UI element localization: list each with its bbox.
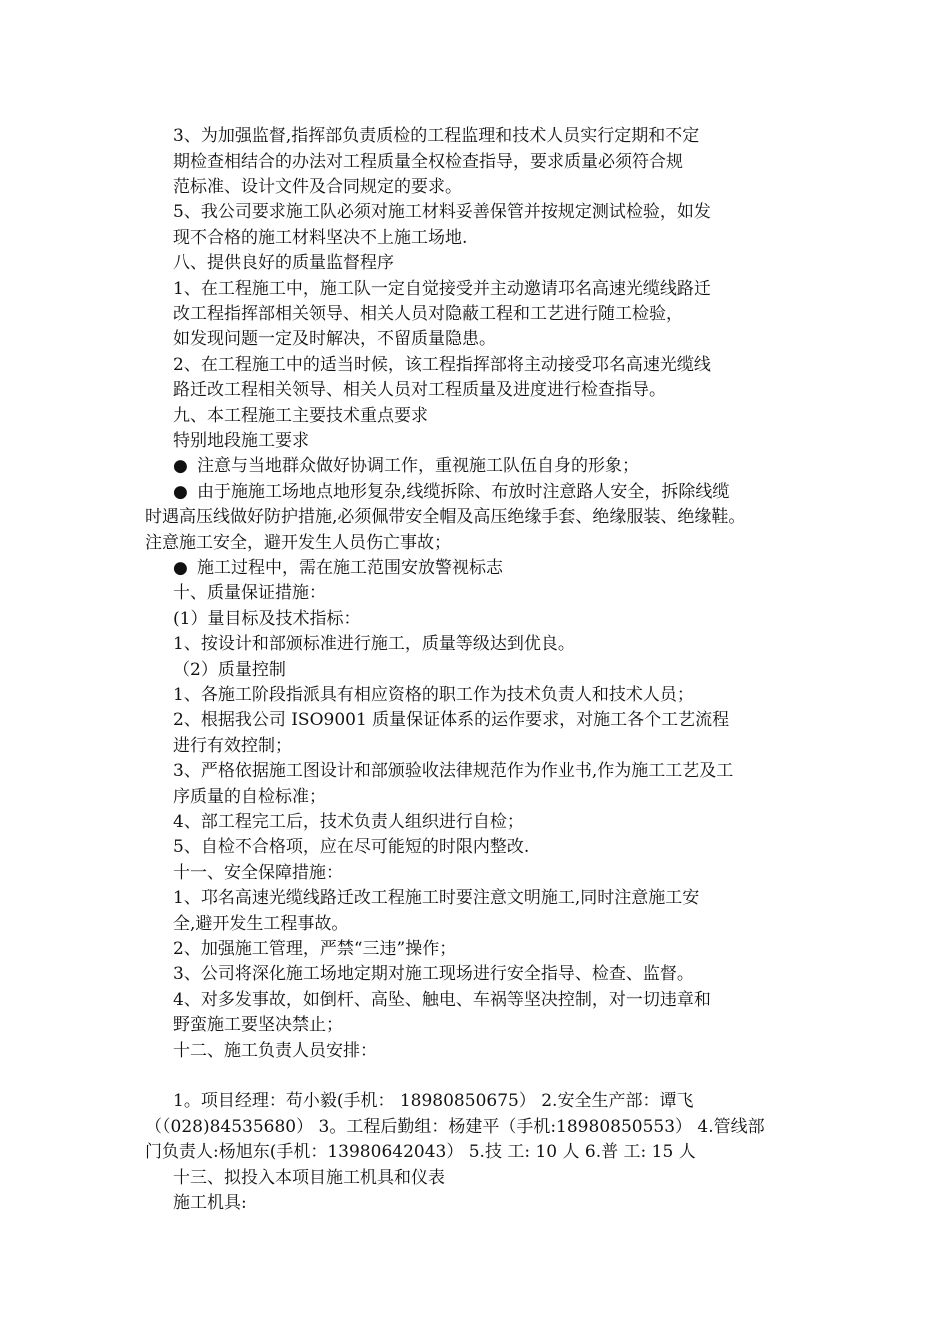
section-heading: 十三、拟投入本项目施工机具和仪表	[173, 1168, 445, 1188]
text-line: 时遇高压线做好防护措施,必须佩带安全帽及高压绝缘手套、绝缘服装、绝缘鞋。	[145, 507, 746, 527]
text-line: 序质量的自检标准；	[173, 787, 326, 807]
bullet-text: 注意与当地群众做好协调工作，重视施工队伍自身的形象；	[197, 456, 639, 476]
text-line: 2、在工程施工中的适当时候，该工程指挥部将主动接受邛名高速光缆线	[173, 355, 711, 375]
text-line: 5、我公司要求施工队必须对施工材料妥善保管并按规定测试检验，如发	[173, 202, 711, 222]
text-line: 注意施工安全，避开发生人员伤亡事故；	[145, 533, 451, 553]
text-line: 5、自检不合格项，应在尽可能短的时限内整改.	[173, 837, 530, 857]
text-line: 全,避开发生工程事故。	[173, 914, 349, 934]
subheading: (1）量目标及技术指标：	[173, 609, 361, 629]
text-line: （（028)84535680） 3。工程后勤组：杨建平（手机:18980850553） 4.管线部	[145, 1117, 765, 1137]
text-line: 2、根据我公司 ISO9001 质量保证体系的运作要求，对施工各个工艺流程	[173, 710, 730, 730]
bullet-item	[173, 480, 729, 504]
text-line: 3、严格依据施工图设计和部颁验收法律规范作为作业书,作为施工工艺及工	[173, 761, 734, 781]
text-line: 改工程指挥部相关领导、相关人员对隐蔽工程和工艺进行随工检验，	[173, 304, 683, 324]
text-line: 4、对多发事故，如倒杆、高坠、触电、车祸等坚决控制，对一切违章和	[173, 990, 711, 1010]
text-line: 1、在工程施工中，施工队一定自觉接受并主动邀请邛名高速光缆线路迁	[173, 279, 711, 299]
text-line: 1、按设计和部颁标准进行施工，质量等级达到优良。	[173, 634, 575, 654]
text-line: 路迁改工程相关领导、相关人员对工程质量及进度进行检查指导。	[173, 380, 666, 400]
bullet-item	[173, 454, 639, 478]
text-line: 3、公司将深化施工场地定期对施工现场进行安全指导、检查、监督。	[173, 964, 694, 984]
section-heading: 八、提供良好的质量监督程序	[173, 253, 394, 273]
bullet-text: 施工过程中，需在施工范围安放警视标志	[197, 558, 503, 578]
text-line: 1。项目经理：苟小毅(手机： 18980850675） 2.安全生产部：谭飞	[173, 1091, 694, 1111]
text-line: 如发现问题一定及时解决，不留质量隐患。	[173, 329, 496, 349]
section-heading: 十二、施工负责人员安排：	[173, 1041, 377, 1061]
bullet-icon: ●	[173, 558, 188, 578]
text-line: 现不合格的施工材料坚决不上施工场地.	[173, 228, 468, 248]
subheading: 特别地段施工要求	[173, 431, 309, 451]
section-heading: 九、本工程施工主要技术重点要求	[173, 406, 428, 426]
text-line: 4、部工程完工后，技术负责人组织进行自检；	[173, 812, 524, 832]
section-heading: 十、质量保证措施：	[173, 583, 326, 603]
text-line: 施工机具:	[173, 1193, 247, 1213]
text-line: 2、加强施工管理，严禁“三违”操作；	[173, 939, 457, 959]
bullet-text: 由于施施工场地点地形复杂,线缆拆除、布放时注意路人安全，拆除线缆	[197, 482, 730, 502]
text-line: 3、为加强监督,指挥部负责质检的工程监理和技术人员实行定期和不定	[173, 126, 700, 146]
text-line: 野蛮施工要坚决禁止；	[173, 1015, 343, 1035]
section-heading: 十一、安全保障措施：	[173, 863, 343, 883]
text-line: 期检查相结合的办法对工程质量全权检查指导，要求质量必须符合规	[173, 152, 683, 172]
text-line: 1、各施工阶段指派具有相应资格的职工作为技术负责人和技术人员；	[173, 685, 694, 705]
text-line: 门负责人:杨旭东(手机：13980642043） 5.技 工: 10 人 6.普 工: 15 人	[145, 1142, 696, 1162]
text-line: 1、邛名高速光缆线路迁改工程施工时要注意文明施工,同时注意施工安	[173, 888, 700, 908]
subheading: （2）质量控制	[173, 660, 286, 680]
text-line: 范标准、设计文件及合同规定的要求。	[173, 177, 462, 197]
bullet-icon: ●	[173, 482, 188, 502]
bullet-item	[173, 556, 503, 580]
bullet-icon: ●	[173, 456, 188, 476]
text-line: 进行有效控制；	[173, 736, 292, 756]
